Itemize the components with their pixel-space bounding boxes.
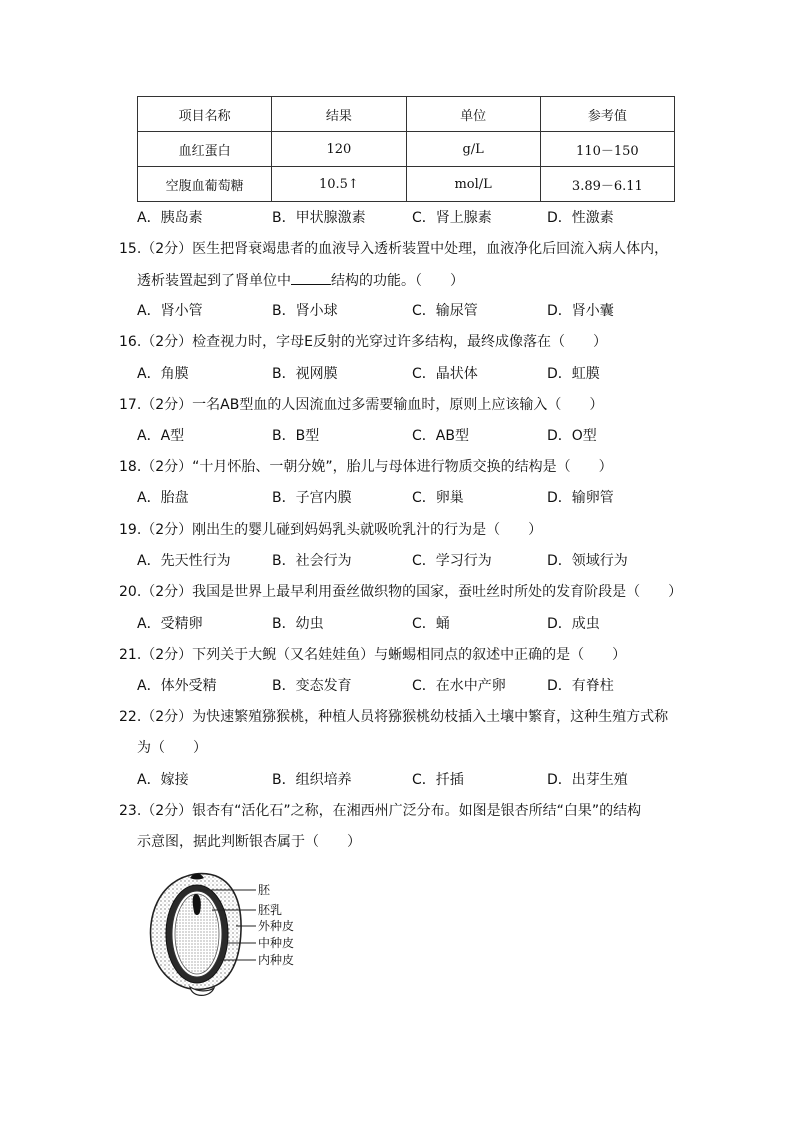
option-c[interactable]: C．卵巢 [412,490,464,506]
q14-options [0,208,794,228]
option-a[interactable]: A．肾小管 [137,303,203,319]
table-cell: 10.5↑ [272,167,406,202]
ginkgo-seed-illustration [140,868,310,1000]
option-a[interactable]: A．胎盘 [137,490,189,506]
q15-stem-line1: 15.（2分）医生把肾衰竭患者的血液导入透析装置中处理，血液净化后回流入病人体内， [119,241,669,257]
table-header-cell: 项目名称 [138,97,272,132]
q15-stem-line2 [137,270,464,291]
label-endosperm: 胚乳 [258,903,283,917]
q22-stem-line2: 为（ ） [137,740,207,756]
q22-stem-line1: 22.（2分）为快速繁殖猕猴桃，种植人员将猕猴桃幼枝插入土壤中繁育，这种生殖方式称 [119,709,669,725]
option-c[interactable]: C．扦插 [412,772,464,788]
q23-stem-line2: 示意图，据此判断银杏属于（ ） [137,834,361,850]
q15-options [0,301,794,321]
option-d[interactable]: D．成虫 [547,616,600,632]
option-c[interactable]: C．AB型 [412,428,469,444]
option-c[interactable]: C．输尿管 [412,303,478,319]
q20-stem: 20.（2分）我国是世界上最早利用蚕丝做织物的国家，蚕吐丝时所处的发育阶段是（ ） [119,584,683,600]
option-b[interactable]: B．肾小球 [272,303,338,319]
q17-stem: 17.（2分）一名AB型血的人因流血过多需要输血时，原则上应该输入（ ） [119,397,604,413]
option-b[interactable]: B．组织培养 [272,772,352,788]
table-cell: 血红蛋白 [138,132,272,167]
q21-options [0,676,794,696]
q19-options [0,551,794,571]
option-c[interactable]: C．晶状体 [412,366,478,382]
label-outer-seed-coat: 外种皮 [258,919,295,933]
table-header-cell: 参考值 [540,97,674,132]
q18-stem: 18.（2分）“十月怀胎、一朝分娩”，胎儿与母体进行物质交换的结构是（ ） [119,459,613,475]
option-d[interactable]: D．肾小囊 [547,303,614,319]
q18-options [0,488,794,508]
table-cell: mol/L [406,167,540,202]
option-a[interactable]: A．角膜 [137,366,189,382]
table-row [138,167,675,202]
option-b[interactable]: B．子宫内膜 [272,490,352,506]
q15-stem-pre: 透析装置起到了肾单位中 [137,273,291,289]
table-cell: 110－150 [540,132,674,167]
option-b[interactable]: B．社会行为 [272,553,352,569]
table-cell: g/L [406,132,540,167]
option-c[interactable]: C．在水中产卵 [412,678,506,694]
option-c[interactable]: C．蛹 [412,616,450,632]
label-embryo: 胚 [258,883,271,897]
option-d[interactable]: D．出芽生殖 [547,772,628,788]
table-row [138,132,675,167]
option-a[interactable]: A．A型 [137,428,185,444]
q16-stem: 16.（2分）检查视力时，字母E反射的光穿过许多结构，最终成像落在（ ） [119,334,608,350]
option-b[interactable]: B．幼虫 [272,616,324,632]
q22-options [0,770,794,790]
option-d[interactable]: D．有脊柱 [547,678,614,694]
option-c[interactable]: C．肾上腺素 [412,210,492,226]
option-a[interactable]: A．体外受精 [137,678,217,694]
option-a[interactable]: A．先天性行为 [137,553,231,569]
table-header-row [138,97,675,132]
option-b[interactable]: B．甲状腺激素 [272,210,366,226]
option-d[interactable]: D．领域行为 [547,553,628,569]
option-b[interactable]: B．视网膜 [272,366,338,382]
label-middle-seed-coat: 中种皮 [258,936,295,950]
option-d[interactable]: D．虹膜 [547,366,600,382]
table-cell: 3.89－6.11 [540,167,674,202]
blood-test-table [137,96,675,202]
ginkgo-seed-diagram [140,868,310,1000]
option-a[interactable]: A．受精卵 [137,616,203,632]
option-a[interactable]: A．胰岛素 [137,210,203,226]
table-cell: 120 [272,132,406,167]
option-c[interactable]: C．学习行为 [412,553,492,569]
q21-stem: 21.（2分）下列关于大鲵（又名娃娃鱼）与蜥蜴相同点的叙述中正确的是（ ） [119,647,627,663]
q15-stem-post: 结构的功能。（ ） [331,273,464,289]
option-d[interactable]: D．性激素 [547,210,614,226]
q19-stem: 19.（2分）刚出生的婴儿碰到妈妈乳头就吸吮乳汁的行为是（ ） [119,522,543,538]
label-inner-seed-coat: 内种皮 [258,953,295,967]
answer-blank [291,270,331,285]
option-b[interactable]: B．变态发育 [272,678,352,694]
q23-stem-line1: 23.（2分）银杏有“活化石”之称，在湘西州广泛分布。如图是银杏所结“白果”的结构 [119,803,642,819]
option-a[interactable]: A．嫁接 [137,772,189,788]
option-d[interactable]: D．输卵管 [547,490,614,506]
table-header-cell: 单位 [406,97,540,132]
option-d[interactable]: D．O型 [547,428,597,444]
q17-options [0,426,794,446]
table-cell: 空腹血葡萄糖 [138,167,272,202]
option-b[interactable]: B．B型 [272,428,320,444]
table-header-cell: 结果 [272,97,406,132]
q16-options [0,364,794,384]
q20-options [0,614,794,634]
